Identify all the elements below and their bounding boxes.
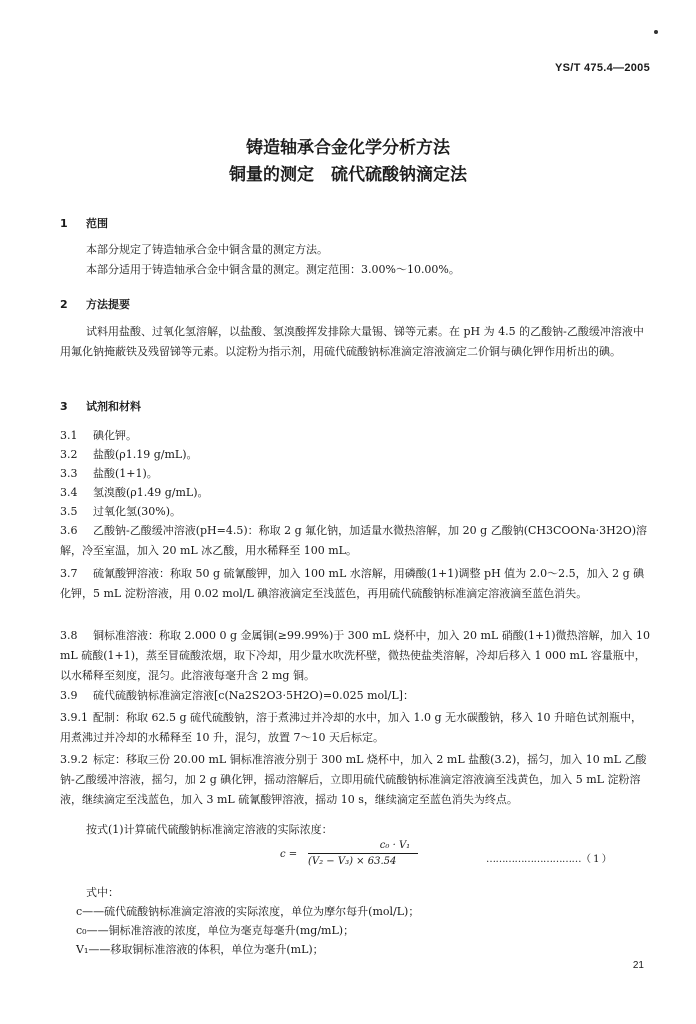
- item-text: 盐酸(1+1)。: [93, 467, 158, 480]
- definition: c——硫代硫酸钠标准滴定溶液的实际浓度，单位为摩尔每升(mol/L)；: [76, 905, 420, 918]
- item-number: 3.6: [60, 524, 78, 537]
- list-item: [60, 564, 650, 604]
- item-number: 3.1: [60, 429, 78, 442]
- item-text: 氢溴酸(ρ1.49 g/mL)。: [93, 486, 209, 499]
- list-item: [60, 750, 650, 810]
- item-number: 3.9: [60, 689, 78, 702]
- equation-number: …………………………（ 1 ）: [486, 854, 612, 865]
- section-1-body: [60, 240, 650, 280]
- section-1-heading: [60, 215, 108, 231]
- list-item: [60, 521, 650, 561]
- list-item: [60, 502, 650, 522]
- list-item: [60, 426, 650, 446]
- page-number: 21: [632, 960, 644, 971]
- page-title: 铸造轴承合金化学分析方法: [246, 138, 450, 158]
- item-number: 3.9.2: [60, 753, 88, 766]
- item-text: 硫氰酸钾溶液：称取 50 g 硫氰酸钾，加入 100 mL 水溶解，用磷酸(1+1)调整 pH 值为 2.0～2.5，加入 2 g 碘化钾，5 mL 淀粉溶液，用 0.02 mol/L 碘溶液滴定至浅蓝色，再用硫代硫酸钠标准滴定溶液滴至蓝色消失。: [60, 567, 645, 600]
- definition: V₁——移取铜标准溶液的体积，单位为毫升(mL)；: [76, 943, 324, 956]
- formula: [280, 840, 480, 867]
- list-item: [60, 686, 650, 706]
- item-text: 标定：移取三份 20.00 mL 铜标准溶液分别于 300 mL 烧杯中，加入 2 mL 盐酸(3.2)，摇匀，加入 10 mL 乙酸钠-乙酸缓冲溶液，摇匀，加 2 g 碘化钾，摇动溶解后，立即用硫代硫酸钠标准滴定溶液滴至浅黄色，加入 5 mL 淀粉溶液，继续滴定至浅蓝色，加入 3 mL 硫氰酸钾溶液，摇动 10 s，继续滴定至蓝色消失为终点。: [60, 753, 647, 806]
- fraction-bar: [308, 853, 418, 854]
- item-text: 碘化钾。: [93, 429, 137, 442]
- item-number: 3.3: [60, 467, 78, 480]
- paragraph: 本部分规定了铸造轴承合金中铜含量的测定方法。: [86, 243, 328, 256]
- section-number: 1: [60, 217, 68, 230]
- list-item: [60, 626, 650, 686]
- item-text: 配制：称取 62.5 g 硫代硫酸钠，溶于煮沸过并冷却的水中，加入 1.0 g 无水碳酸钠，移入 10 升暗色试剂瓶中，用煮沸过并冷却的水稀释至 10 升，混匀，放置 7～10 天后标定。: [60, 711, 643, 744]
- section-2-heading: [60, 296, 130, 312]
- formula-lhs: c =: [280, 849, 298, 860]
- formula-numerator: c₀ · V₁: [379, 840, 411, 851]
- formula-intro: 按式(1)计算硫代硫酸钠标准滴定溶液的实际浓度：: [86, 823, 333, 836]
- section-number: 2: [60, 298, 68, 311]
- item-number: 3.9.1: [60, 711, 88, 724]
- item-number: 3.5: [60, 505, 78, 518]
- definition: c₀——铜标准溶液的浓度，单位为毫克每毫升(mg/mL)；: [76, 924, 355, 937]
- item-number: 3.4: [60, 486, 78, 499]
- list-item: [60, 708, 650, 748]
- list-item: [60, 445, 650, 465]
- item-text: 铜标准溶液：称取 2.000 0 g 金属铜(≥99.99%)于 300 mL 烧杯中，加入 20 mL 硝酸(1+1)微热溶解，加入 10 mL 硫酸(1+1)，蒸至冒硫酸浓烟，取下冷却，用少量水吹洗杯壁，微热使盐类溶解，冷却后移入 1 000 mL 容量瓶中，以水稀释至刻度，混匀。此溶液每毫升含 2 mg 铜。: [60, 629, 650, 682]
- section-title: 方法提要: [86, 298, 130, 311]
- item-number: 3.7: [60, 567, 78, 580]
- section-number: 3: [60, 400, 68, 413]
- item-text: 硫代硫酸钠标准滴定溶液[c(Na2S2O3·5H2O)=0.025 mol/L]：: [93, 689, 414, 702]
- item-text: 乙酸钠-乙酸缓冲溶液(pH=4.5)：称取 2 g 氟化钠，加适量水微热溶解，加 20 g 乙酸钠(CH3COONa·3H2O)溶解，冷至室温，加入 20 mL 冰乙酸，用水稀释至 100 mL。: [60, 524, 648, 557]
- paragraph: 试料用盐酸、过氧化氢溶解，以盐酸、氢溴酸挥发排除大量锡、锑等元素。在 pH 为 4.5 的乙酸钠-乙酸缓冲溶液中用氟化钠掩蔽铁及残留锑等元素。以淀粉为指示剂，用硫代硫酸钠标准滴定溶液滴定二价铜与碘化钾作用析出的碘。: [60, 325, 644, 358]
- list-item: [60, 483, 650, 503]
- item-number: 3.2: [60, 448, 78, 461]
- section-2-body: [60, 322, 650, 362]
- list-item: [60, 464, 650, 484]
- item-text: 过氧化氢(30%)。: [93, 505, 182, 518]
- section-3-heading: [60, 398, 141, 414]
- standard-number: YS/T 475.4—2005: [554, 62, 650, 74]
- item-text: 盐酸(ρ1.19 g/mL)。: [93, 448, 198, 461]
- page-subtitle: 铜量的测定 硫代硫酸钠滴定法: [229, 165, 467, 185]
- section-title: 范围: [86, 217, 108, 230]
- section-title: 试剂和材料: [86, 400, 141, 413]
- where-label: 式中：: [86, 886, 119, 899]
- item-number: 3.8: [60, 629, 78, 642]
- paragraph: 本部分适用于铸造轴承合金中铜含量的测定。测定范围：3.00%～10.00%。: [86, 263, 460, 276]
- formula-denominator: (V₂ − V₃) × 63.54: [308, 856, 397, 867]
- scan-dot: [654, 30, 658, 34]
